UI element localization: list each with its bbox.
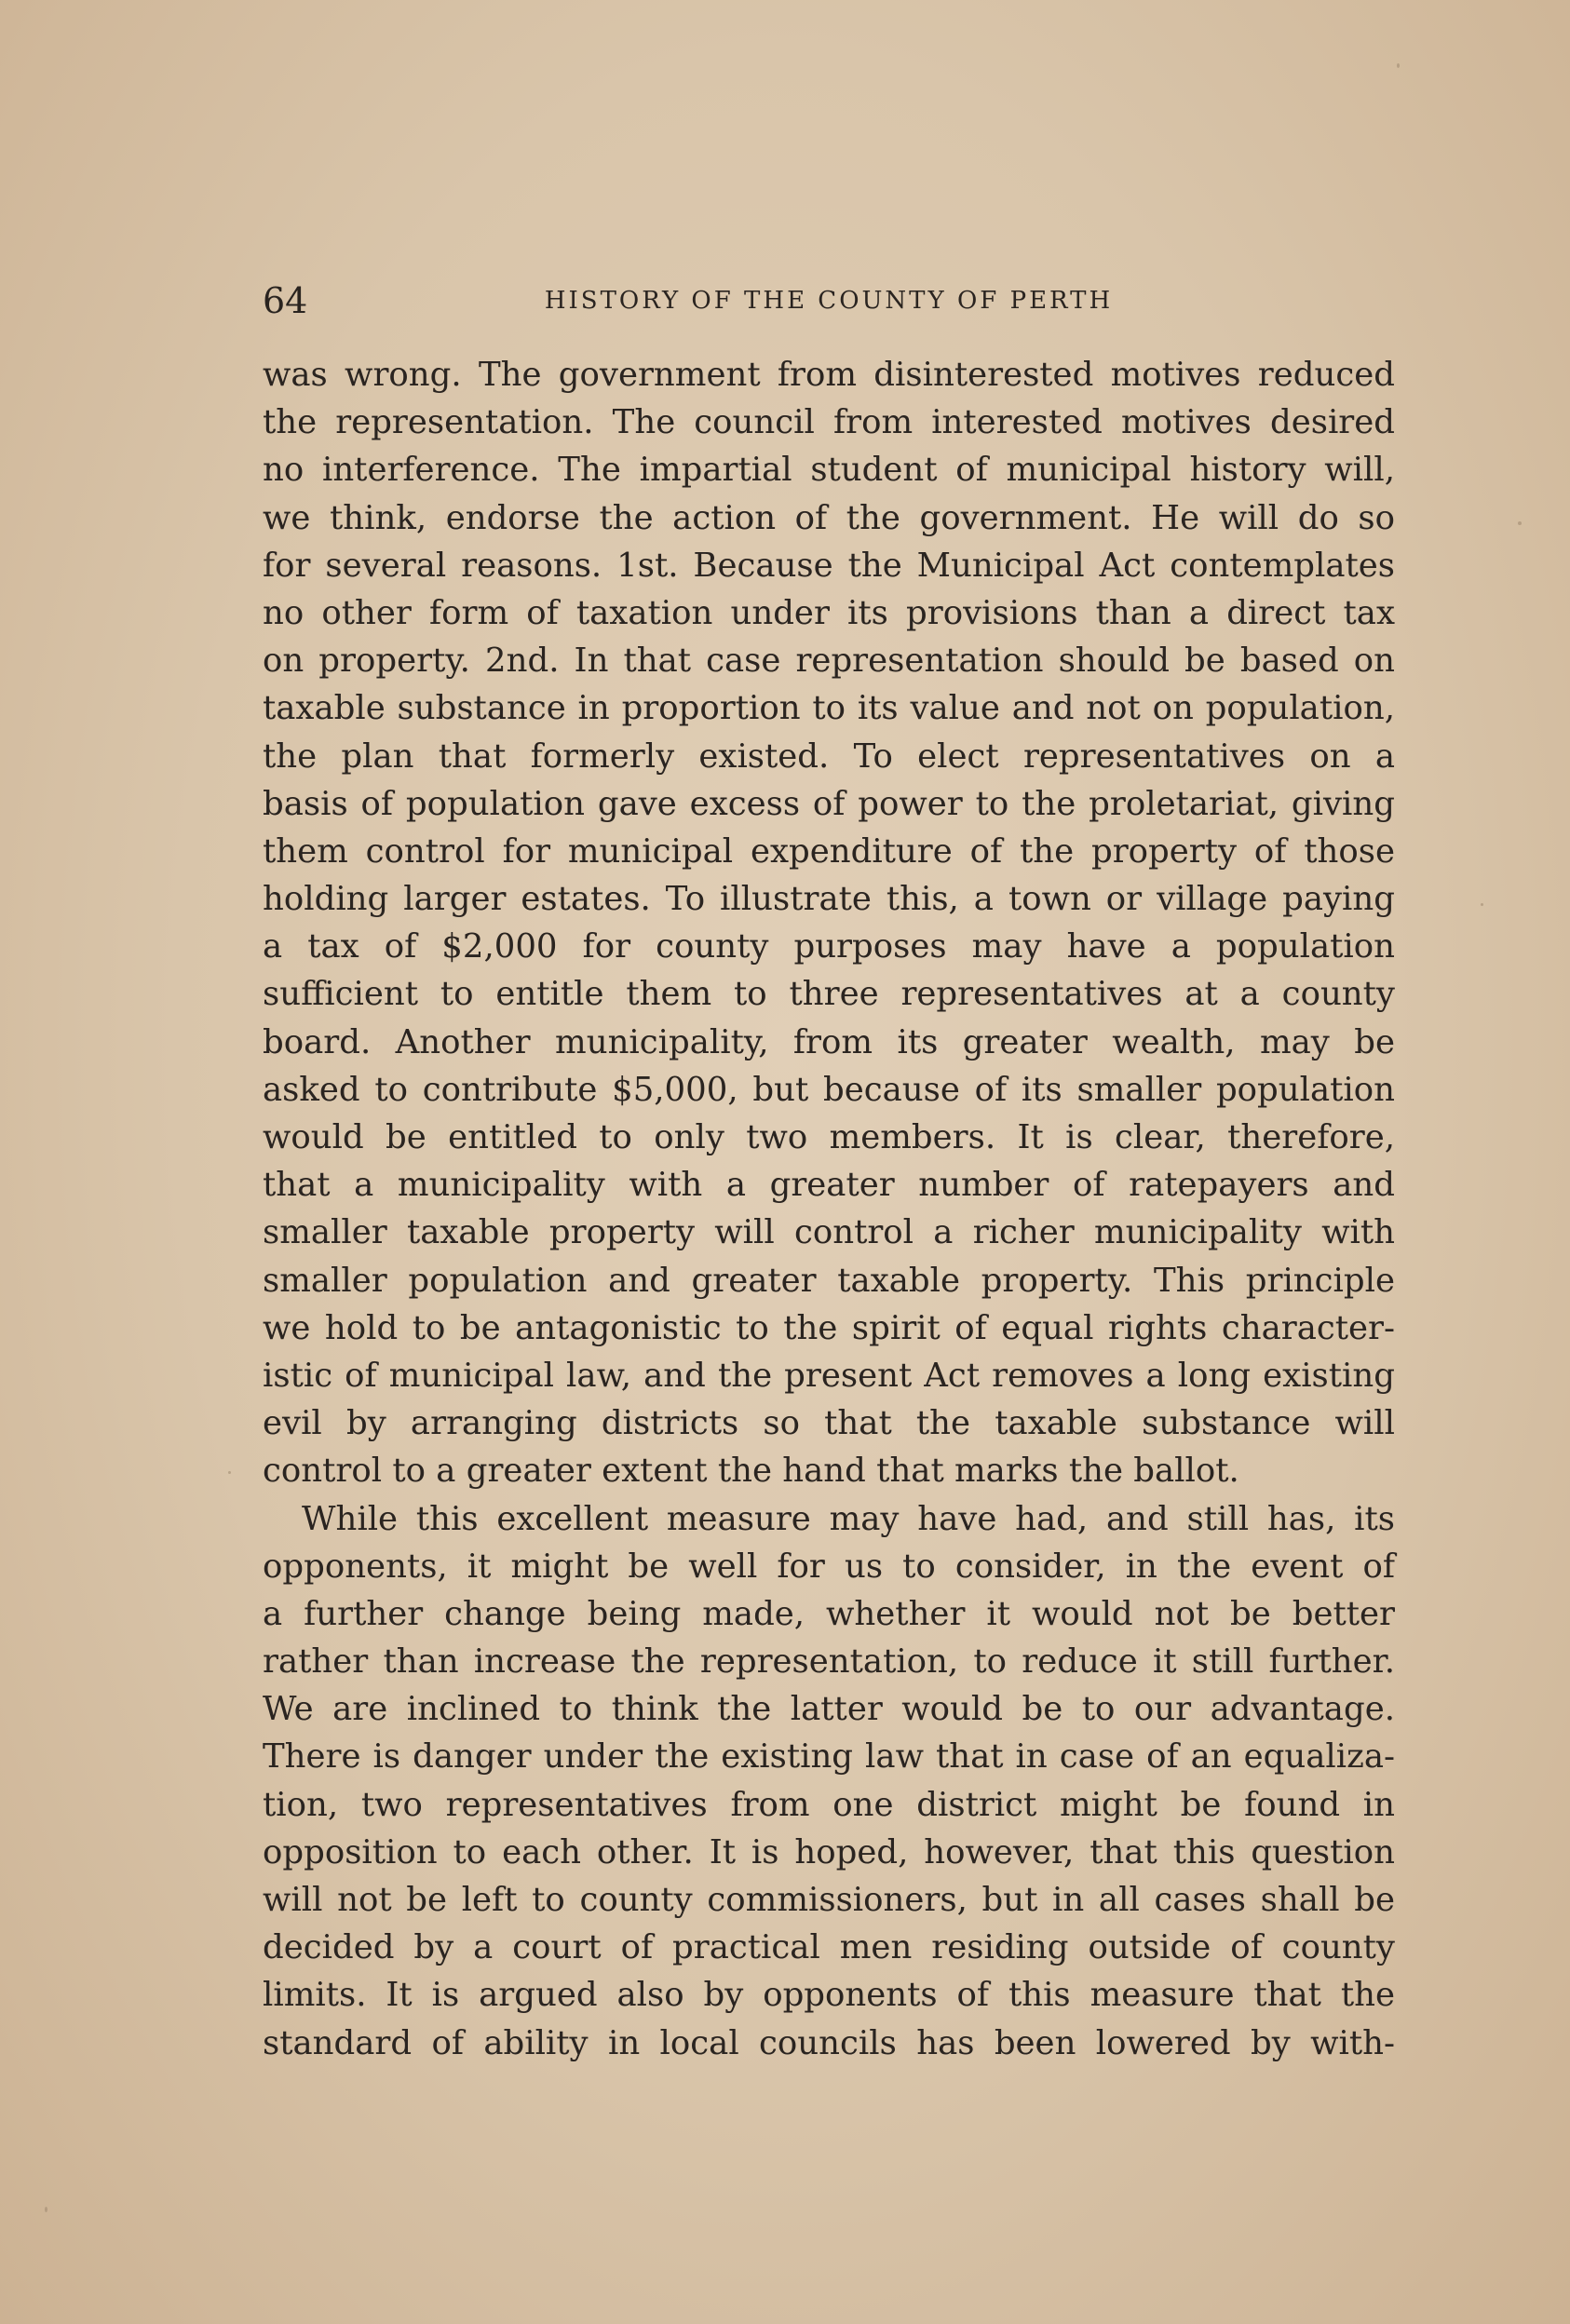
text-line: no other form of taxation under its provisions than a direct tax bbox=[263, 593, 1395, 632]
text-line: board. Another municipality, from its greater wealth, may be bbox=[263, 1022, 1395, 1061]
paper-speck bbox=[1397, 63, 1400, 68]
text-line: holding larger estates. To illustrate this, a town or village paying bbox=[263, 880, 1395, 919]
text-line: control to a greater extent the hand that marks the ballot. bbox=[263, 1452, 1239, 1491]
text-line: standard of ability in local councils has been lowered by with- bbox=[263, 2023, 1395, 2062]
text-line: on property. 2nd. In that case representation should be based on bbox=[263, 642, 1395, 681]
text-line: no interference. The impartial student of municipal history will, bbox=[263, 451, 1395, 490]
page-number: 64 bbox=[263, 280, 308, 321]
text-line: for several reasons. 1st. Because the Municipal Act contemplates bbox=[263, 546, 1395, 585]
text-line: There is danger under the existing law that in case of an equaliza- bbox=[263, 1737, 1395, 1777]
text-line: smaller population and greater taxable property. This principle bbox=[263, 1261, 1395, 1300]
running-title: HISTORY OF THE COUNTY OF PERTH bbox=[544, 287, 1114, 315]
text-line: We are inclined to think the latter would be to our advantage. bbox=[263, 1690, 1395, 1729]
text-line: them control for municipal expenditure of the property of those bbox=[263, 831, 1395, 871]
running-header bbox=[263, 279, 1395, 322]
text-line: would be entitled to only two members. It is clear, therefore, bbox=[263, 1118, 1395, 1156]
paragraph-2 bbox=[263, 1495, 1395, 2067]
text-line: a tax of $2,000 for county purposes may have a population bbox=[263, 927, 1395, 966]
text-line: we think, endorse the action of the government. He will do so bbox=[263, 498, 1395, 537]
paper-speck bbox=[1518, 521, 1522, 525]
text-line: decided by a court of practical men residing outside of county bbox=[263, 1928, 1395, 1967]
text-line: the plan that formerly existed. To elect representatives on a bbox=[263, 736, 1395, 776]
text-line: istic of municipal law, and the present Act removes a long existing bbox=[263, 1356, 1395, 1395]
text-line: basis of population gave excess of power to the proletariat, giving bbox=[263, 784, 1395, 823]
text-line: smaller taxable property will control a richer municipality with bbox=[263, 1213, 1395, 1252]
text-line: limits. It is argued also by opponents of this measure that the bbox=[263, 1976, 1395, 2015]
paper-speck bbox=[45, 2207, 47, 2212]
body-text bbox=[263, 351, 1395, 2067]
text-line: a further change being made, whether it would not be better bbox=[263, 1594, 1395, 1633]
paper-speck bbox=[1481, 903, 1483, 906]
text-line: opponents, it might be well for us to consider, in the event of bbox=[263, 1547, 1395, 1586]
text-line: asked to contribute $5,000, but because of its smaller population bbox=[263, 1070, 1395, 1109]
text-line: evil by arranging districts so that the taxable substance will bbox=[263, 1404, 1395, 1443]
text-line: opposition to each other. It is hoped, however, that this question bbox=[263, 1832, 1395, 1871]
text-line: will not be left to county commissioners, but in all cases shall be bbox=[263, 1881, 1395, 1919]
paper-speck bbox=[228, 1471, 231, 1474]
text-line: that a municipality with a greater number of ratepayers and bbox=[263, 1166, 1395, 1205]
text-line: tion, two representatives from one district might be found in bbox=[263, 1785, 1395, 1824]
text-line: While this excellent measure may have had, and still has, its bbox=[302, 1499, 1395, 1538]
text-line: was wrong. The government from disinterested motives reduced bbox=[263, 356, 1395, 394]
text-line: we hold to be antagonistic to the spirit of equal rights character- bbox=[263, 1308, 1395, 1347]
text-line: rather than increase the representation, to reduce it still further. bbox=[263, 1642, 1395, 1682]
text-line: taxable substance in proportion to its value and not on population, bbox=[263, 689, 1395, 728]
text-line: sufficient to entitle them to three representatives at a county bbox=[263, 975, 1395, 1014]
text-line: the representation. The council from interested motives desired bbox=[263, 403, 1395, 442]
paragraph-1 bbox=[263, 351, 1395, 1495]
